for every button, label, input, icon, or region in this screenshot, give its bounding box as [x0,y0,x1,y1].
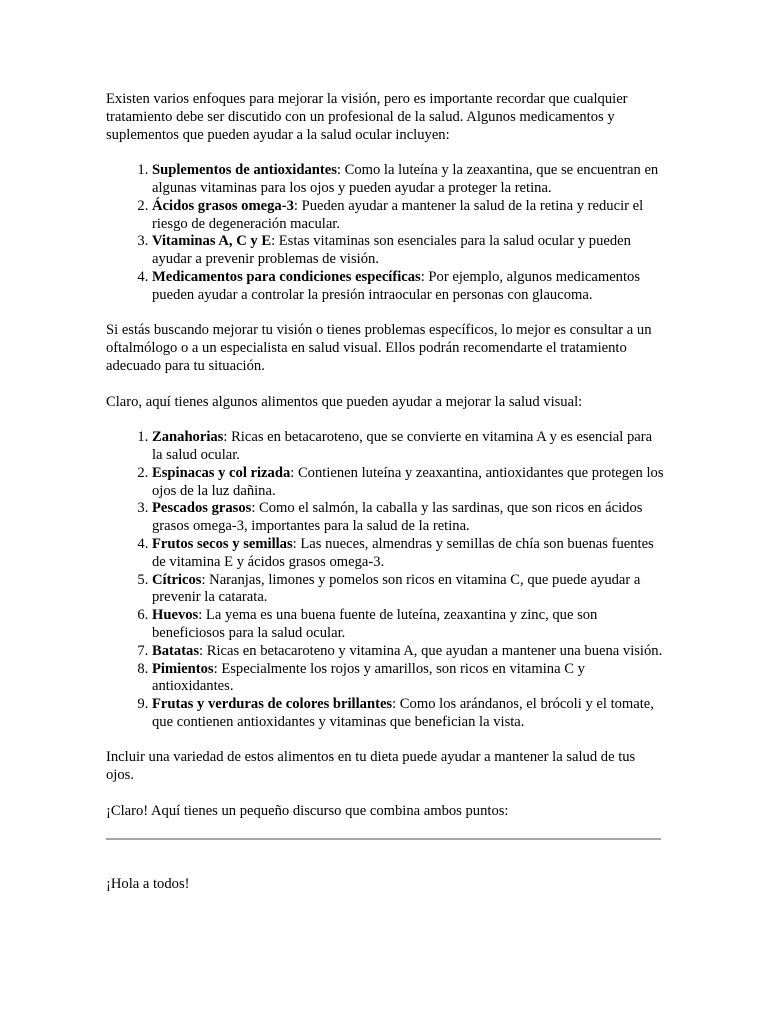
list-item [152,429,666,465]
speech-intro-paragraph: ¡Claro! Aquí tienes un pequeño discurso que combina ambos puntos: [106,802,509,819]
item-description: : Naranjas, limones y pomelos son ricos en vitamina C, que puede ayudar a prevenir la catarata. [152,571,641,606]
item-description: : Contienen luteína y zeaxantina, antioxidantes que protegen los ojos de la luz dañina. [152,464,664,499]
document-body [106,91,666,893]
item-description: : Pueden ayudar a mantener la salud de la retina y reducir el riesgo de degeneración macular. [152,197,644,232]
list-item [152,572,666,608]
foods-intro-paragraph: Claro, aquí tienes algunos alimentos que pueden ayudar a mejorar la salud visual: [106,393,583,410]
intro-paragraph: Existen varios enfoques para mejorar la visión, pero es importante recordar que cualquier tratamiento debe ser discutido con un profesional de la salud. Algunos medicamentos y suplementos que pueden ayudar a la salud ocular incluyen: [106,91,628,143]
foods-conclusion-paragraph: Incluir una variedad de estos alimentos en tu dieta puede ayudar a mantener la salud de tus ojos. [106,749,636,784]
item-term: Vitaminas A, C y E [152,233,272,250]
list-item [152,696,666,732]
item-term: Zanahorias [152,429,224,446]
item-term: Medicamentos para condiciones específicas [152,268,421,285]
item-description: : Estas vitaminas son esenciales para la salud ocular y pueden ayudar a prevenir problemas de visión. [152,233,631,268]
item-description: : Las nueces, almendras y semillas de chía son buenas fuentes de vitamina E y ácidos grasos omega-3. [152,535,654,570]
item-description: : Ricas en betacaroteno, que se convierte en vitamina A y es esencial para la salud ocular. [152,429,653,463]
item-description: : Ricas en betacaroteno y vitamina A, que ayudan a mantener una buena visión. [199,642,663,659]
item-description: : Por ejemplo, algunos medicamentos pueden ayudar a controlar la presión intraocular en personas con glaucoma. [152,268,641,303]
list-item [152,162,666,198]
list-item [152,500,666,536]
item-term: Batatas [152,642,200,659]
list-item [152,233,666,269]
item-term: Cítricos [152,571,202,588]
item-term: Pescados grasos [152,500,252,517]
item-term: Ácidos grasos omega-3 [152,197,294,214]
list-item [152,536,666,572]
horizontal-rule [106,838,661,840]
item-term: Espinacas y col rizada [152,464,291,481]
item-description: : Como la luteína y la zeaxantina, que se encuentran en algunas vitaminas para los ojos y pueden ayudar a proteger la retina. [152,162,659,196]
list-item [152,269,666,305]
list-item [152,643,666,661]
list-item [152,661,666,697]
list-item [152,198,666,234]
item-term: Pimientos [152,660,214,677]
greeting-paragraph: ¡Hola a todos! [106,875,190,892]
list-item [152,465,666,501]
list-item [152,607,666,643]
item-description: : Especialmente los rojos y amarillos, son ricos en vitamina C y antioxidantes. [152,660,585,695]
advice-paragraph: Si estás buscando mejorar tu visión o tienes problemas específicos, lo mejor es consultar a un oftalmólogo o a un especialista en salud visual. Ellos podrán recomendarte el tratamiento adecuado para tu situación. [106,322,652,374]
item-term: Huevos [152,607,199,624]
foods-list [106,429,666,732]
item-description: : La yema es una buena fuente de luteína, zeaxantina y zinc, que son beneficiosos para la salud ocular. [152,607,598,641]
item-term: Frutos secos y semillas [152,535,293,552]
item-description: : Como los arándanos, el brócoli y el tomate, que contienen antioxidantes y vitaminas que benefician la vista. [152,696,654,730]
item-term: Frutas y verduras de colores brillantes [152,696,393,713]
medications-list [106,162,666,304]
item-description: : Como el salmón, la caballa y las sardinas, que son ricos en ácidos grasos omega-3, importantes para la salud de la retina. [152,500,643,535]
item-term: Suplementos de antioxidantes [152,162,337,179]
